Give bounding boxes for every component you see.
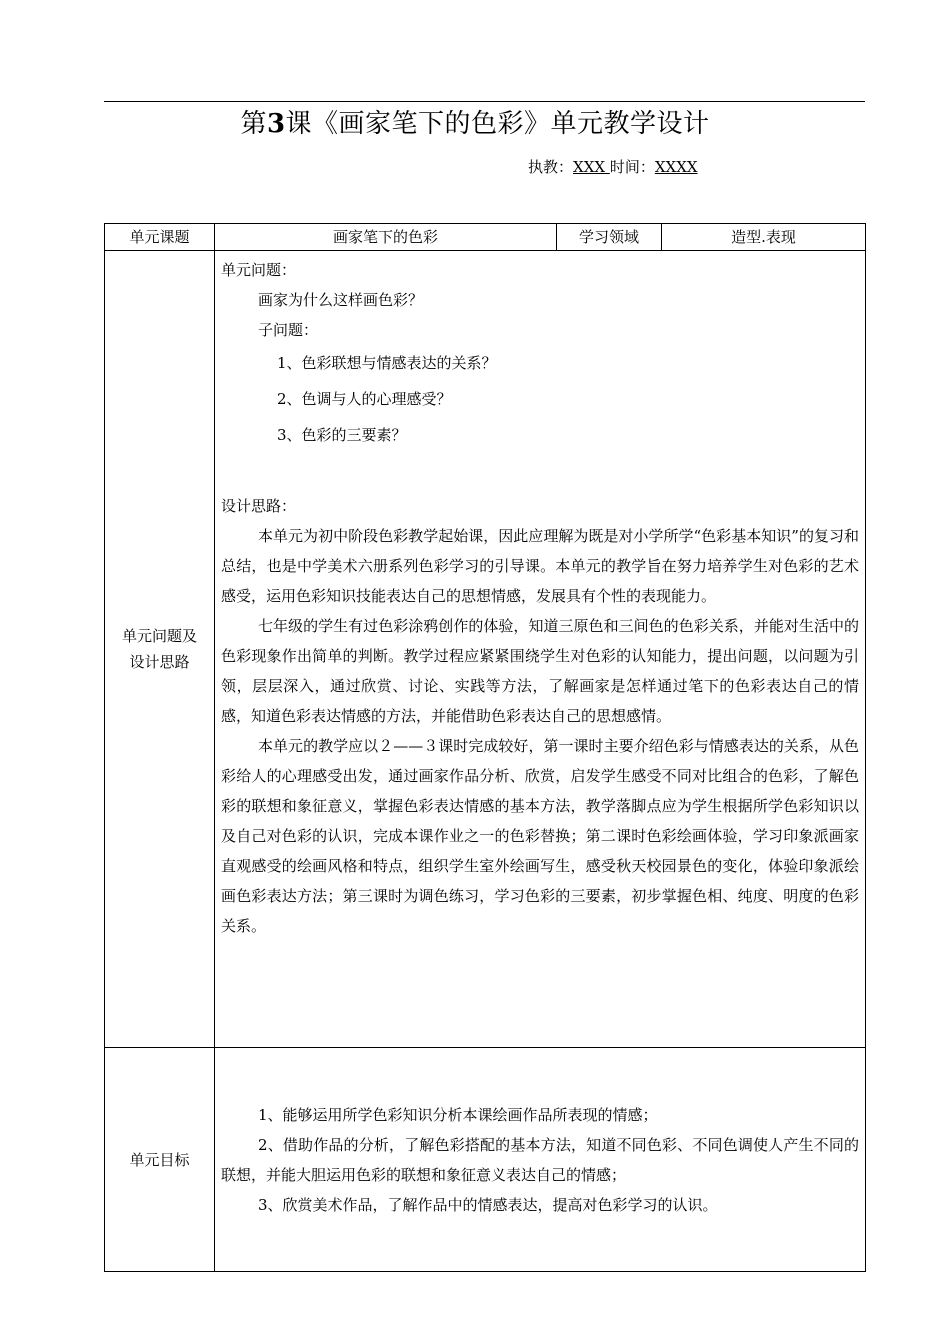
sub-question-heading: 子问题： <box>258 321 319 339</box>
top-rule <box>104 101 865 102</box>
design-paragraph: 七年级的学生有过色彩涂鸦创作的体验，知道三原色和三间色的色彩关系，并能对生活中的色彩现象作出简单的判断。教学过程应紧紧围绕学生对色彩的认知能力，提出问题，以问题为引领，层层深入，通过欣赏、讨论、实践等方法，了解画家是怎样通过笔下的色彩表达自己的情感，知道色彩表达情感的方法，并能借助色彩表达自己的思想感情。 <box>221 617 859 725</box>
goal-item: 2、借助作品的分析，了解色彩搭配的基本方法，知道不同色彩、不同色调使人产生不同的联想，并能大胆运用色彩的联想和象征意义表达自己的情感； <box>221 1136 859 1184</box>
sub-question: 3、色彩的三要素？ <box>277 426 407 444</box>
table-row-design <box>105 251 866 1048</box>
table-row-goals <box>105 1048 866 1272</box>
time-value: XXXX <box>654 158 698 176</box>
unit-question-heading: 单元问题： <box>221 261 297 279</box>
row-label-line: 设计思路 <box>129 653 190 671</box>
design-paragraph: 本单元的教学应以２——３课时完成较好，第一课时主要介绍色彩与情感表达的关系，从色彩给人的心理感受出发，通过画家作品分析、欣赏，启发学生感受不同对比组合的色彩，了解色彩的联想和象征意义，掌握色彩表达情感的基本方法，教学落脚点应为学生根据所学色彩知识以及自己对色彩的认识，完成本课作业之一的色彩替换；第二课时色彩绘画体验，学习印象派画家直观感受的绘画风格和特点，组织学生室外绘画写生，感受秋天校园景色的变化，体验印象派绘画色彩表达方法；第三课时为调色练习，学习色彩的三要素，初步掌握色相、纯度、明度的色彩关系。 <box>221 737 859 935</box>
design-paragraph: 本单元为初中阶段色彩教学起始课，因此应理解为既是对小学所学“色彩基本知识”的复习和总结，也是中学美术六册系列色彩学习的引导课。本单元的教学旨在努力培养学生对色彩的艺术感受，运用色彩知识技能表达自己的思想情感，发展具有个性的表现能力。 <box>221 527 859 605</box>
design-heading: 设计思路： <box>221 497 297 515</box>
design-content-cell <box>215 251 866 1048</box>
unit-question: 画家为什么这样画色彩？ <box>258 291 424 309</box>
teacher-time-line <box>528 156 698 178</box>
header-cell-field-value: 造型.表现 <box>662 224 866 251</box>
teacher-value: XXX <box>573 158 610 176</box>
row-label-line: 单元问题及 <box>121 627 197 645</box>
goal-item: 1、能够运用所学色彩知识分析本课绘画作品所表现的情感； <box>258 1106 658 1124</box>
page-title: 第3课《画家笔下的色彩》单元教学设计 <box>240 109 710 139</box>
goal-item: 3、欣赏美术作品，了解作品中的情感表达，提高对色彩学习的认识。 <box>258 1196 718 1214</box>
goals-content-cell <box>215 1048 866 1272</box>
sub-question: 1、色彩联想与情感表达的关系？ <box>277 354 497 372</box>
lesson-design-table <box>104 223 866 1272</box>
sub-question: 2、色调与人的心理感受？ <box>277 390 452 408</box>
table-header-row <box>105 224 866 251</box>
header-cell-unit-topic-label: 单元课题 <box>105 224 215 251</box>
header-cell-unit-topic-value: 画家笔下的色彩 <box>215 224 557 251</box>
time-label: 时间： <box>609 158 655 176</box>
row-label-design <box>105 251 215 1048</box>
header-cell-field-label: 学习领域 <box>557 224 662 251</box>
teacher-label: 执教： <box>528 158 574 176</box>
row-label-goals: 单元目标 <box>105 1048 215 1272</box>
